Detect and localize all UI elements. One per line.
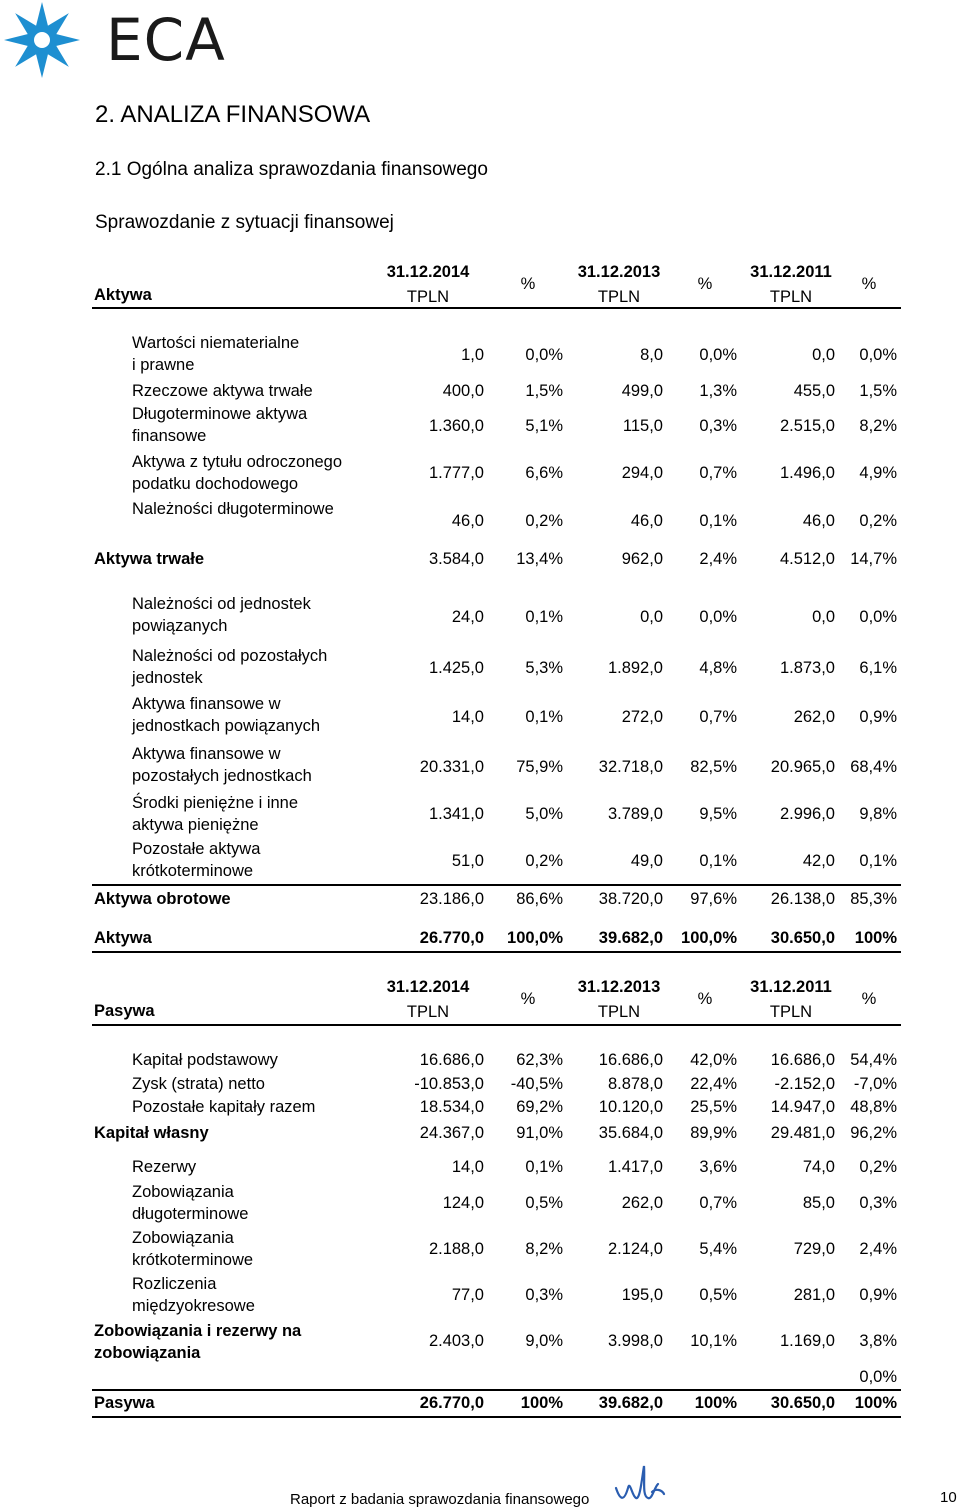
value-cell: 115,0 (622, 417, 663, 435)
percent-cell: 10,1% (690, 1332, 737, 1350)
column-unit: TPLN (769, 288, 813, 306)
percent-cell: 8,2% (525, 1240, 563, 1258)
percent-cell: 96,2% (850, 1124, 897, 1142)
percent-cell: 100,0% (507, 929, 563, 947)
logo-text: ECA (106, 6, 226, 74)
subsection-heading: 2.1 Ogólna analiza sprawozdania finansowego (95, 159, 488, 180)
value-cell: 18.534,0 (419, 1098, 484, 1116)
value-cell: 23.186,0 (419, 890, 484, 908)
value-cell: 1.892,0 (607, 659, 663, 677)
percent-cell: 0,7% (699, 708, 737, 726)
value-cell: 38.720,0 (598, 890, 663, 908)
value-cell: 39.682,0 (598, 1394, 663, 1412)
percent-cell: 54,4% (850, 1051, 897, 1069)
value-cell: 26.770,0 (419, 929, 484, 947)
value-cell: 46,0 (630, 512, 663, 530)
value-cell: 16.686,0 (770, 1051, 835, 1069)
percent-cell: 86,6% (516, 890, 563, 908)
row-label: aktywa pieniężne (132, 816, 259, 834)
column-percent: % (861, 990, 877, 1008)
row-label: Zobowiązania (132, 1183, 234, 1201)
percent-cell: -40,5% (510, 1075, 563, 1093)
row-label: Długoterminowe aktywa (132, 405, 308, 423)
row-label: Środki pieniężne i inne (132, 794, 299, 812)
row-label: Zobowiązania (132, 1229, 234, 1247)
value-cell: 1.777,0 (428, 464, 484, 482)
value-cell: 1,0 (461, 346, 484, 364)
column-percent: % (697, 275, 713, 293)
value-cell: 1.341,0 (428, 805, 484, 823)
value-cell: 26.770,0 (419, 1394, 484, 1412)
percent-cell: 69,2% (516, 1098, 563, 1116)
percent-cell: 89,9% (690, 1124, 737, 1142)
value-cell: 85,0 (802, 1194, 835, 1212)
percent-cell: 68,4% (850, 758, 897, 776)
percent-cell: 0,1% (859, 852, 897, 870)
value-cell: 262,0 (793, 708, 835, 726)
row-label: Pozostałe kapitały razem (132, 1098, 316, 1116)
header-rule (92, 307, 901, 309)
value-cell: 14,0 (451, 708, 484, 726)
percent-cell: 0,2% (859, 512, 897, 530)
value-cell: 10.120,0 (598, 1098, 663, 1116)
section-heading: 2. ANALIZA FINANSOWA (95, 101, 371, 128)
value-cell: 46,0 (802, 512, 835, 530)
percent-cell: 5,3% (525, 659, 563, 677)
percent-cell: 0,1% (525, 608, 563, 626)
star-icon (4, 2, 80, 78)
row-label: krótkoterminowe (132, 1251, 254, 1269)
row-label: Aktywa (94, 929, 152, 947)
value-cell: 46,0 (451, 512, 484, 530)
grand-total-rule (92, 951, 901, 953)
percent-cell: 4,8% (699, 659, 737, 677)
row-label: Kapitał podstawowy (132, 1051, 278, 1069)
row-label: Rzeczowe aktywa trwałe (132, 382, 313, 400)
percent-cell: 100,0% (681, 929, 737, 947)
column-unit: TPLN (406, 288, 450, 306)
value-cell: 20.331,0 (419, 758, 484, 776)
value-cell: 1.360,0 (428, 417, 484, 435)
percent-cell: 6,1% (859, 659, 897, 677)
row-label: Aktywa finansowe w (132, 695, 281, 713)
value-cell: 77,0 (451, 1286, 484, 1304)
percent-cell: 9,8% (859, 805, 897, 823)
percent-cell: 0,0% (699, 608, 737, 626)
percent-cell: 100% (854, 929, 897, 947)
value-cell: 4.512,0 (779, 550, 835, 568)
percent-cell: 0,0% (699, 346, 737, 364)
column-unit: TPLN (597, 1003, 641, 1021)
assets-header-title: Aktywa (94, 286, 152, 304)
percent-cell: 97,6% (690, 890, 737, 908)
row-label: Aktywa trwałe (94, 550, 205, 568)
row-label: Aktywa obrotowe (94, 890, 231, 908)
value-cell: 3.998,0 (607, 1332, 663, 1350)
row-label: podatku dochodowego (132, 475, 299, 493)
row-label: Rezerwy (132, 1158, 197, 1176)
percent-cell: 100% (520, 1394, 563, 1412)
row-label: i prawne (132, 356, 195, 374)
row-label: Należności od pozostałych (132, 647, 328, 665)
percent-cell: 0,1% (699, 852, 737, 870)
row-label: krótkoterminowe (132, 862, 254, 880)
total-rule (92, 1389, 901, 1391)
percent-cell: 5,0% (525, 805, 563, 823)
value-cell: 14.947,0 (770, 1098, 835, 1116)
percent-cell: 13,4% (516, 550, 563, 568)
percent-cell: 0,3% (699, 417, 737, 435)
row-label: jednostkach powiązanych (132, 717, 321, 735)
value-cell: 29.481,0 (770, 1124, 835, 1142)
percent-cell: 22,4% (690, 1075, 737, 1093)
percent-cell: -7,0% (853, 1075, 897, 1093)
value-cell: 0,0 (812, 608, 835, 626)
percent-cell: 62,3% (516, 1051, 563, 1069)
column-date: 31.12.2013 (577, 978, 661, 996)
value-cell: 0,0 (640, 608, 663, 626)
percent-cell: 1,5% (859, 382, 897, 400)
percent-cell: 0,9% (859, 708, 897, 726)
value-cell: 1.417,0 (607, 1158, 663, 1176)
row-label: Kapitał własny (94, 1124, 209, 1142)
row-label: Aktywa finansowe w (132, 745, 281, 763)
value-cell: 1.496,0 (779, 464, 835, 482)
percent-cell: 1,3% (699, 382, 737, 400)
percent-cell: 75,9% (516, 758, 563, 776)
percent-cell: 0,0% (859, 608, 897, 626)
row-label: Aktywa z tytułu odroczonego (132, 453, 343, 471)
percent-cell: 48,8% (850, 1098, 897, 1116)
row-label: pozostałych jednostkach (132, 767, 312, 785)
percent-cell: 0,2% (859, 1158, 897, 1176)
percent-cell: 42,0% (690, 1051, 737, 1069)
statement-title: Sprawozdanie z sytuacji finansowej (95, 212, 394, 233)
percent-cell: 82,5% (690, 758, 737, 776)
value-cell: 0,0 (812, 346, 835, 364)
row-label: Należności od jednostek (132, 595, 311, 613)
column-date: 31.12.2014 (386, 263, 470, 281)
percent-cell: 0,7% (699, 464, 737, 482)
liabilities-header-title: Pasywa (94, 1002, 155, 1020)
row-label: Zysk (strata) netto (132, 1075, 265, 1093)
value-cell: 294,0 (621, 464, 663, 482)
percent-cell: 0,0% (859, 346, 897, 364)
column-unit: TPLN (597, 288, 641, 306)
value-cell: 262,0 (621, 1194, 663, 1212)
value-cell: 2.403,0 (428, 1332, 484, 1350)
percent-cell: 91,0% (516, 1124, 563, 1142)
value-cell: 3.789,0 (607, 805, 663, 823)
percent-cell: 85,3% (850, 890, 897, 908)
percent-cell: 6,6% (525, 464, 563, 482)
row-label: Zobowiązania i rezerwy na (94, 1322, 302, 1340)
percent-cell: 9,5% (699, 805, 737, 823)
percent-cell: 9,0% (525, 1332, 563, 1350)
row-label: Rozliczenia (132, 1275, 217, 1293)
total-rule (92, 884, 901, 886)
column-date: 31.12.2011 (750, 263, 832, 281)
column-percent: % (520, 990, 536, 1008)
page-number: 10 (940, 1489, 957, 1506)
value-cell: 42,0 (802, 852, 835, 870)
value-cell: 51,0 (451, 852, 484, 870)
percent-cell: 0,0% (859, 1368, 897, 1386)
percent-cell: 1,5% (525, 382, 563, 400)
percent-cell: 0,7% (699, 1194, 737, 1212)
value-cell: 455,0 (793, 382, 835, 400)
value-cell: 499,0 (621, 382, 663, 400)
value-cell: 1.873,0 (779, 659, 835, 677)
percent-cell: 0,1% (525, 708, 563, 726)
value-cell: 400,0 (442, 382, 484, 400)
value-cell: 24,0 (451, 608, 484, 626)
value-cell: 3.584,0 (428, 550, 484, 568)
row-label: powiązanych (132, 617, 228, 635)
value-cell: 30.650,0 (770, 929, 835, 947)
column-date: 31.12.2014 (386, 978, 470, 996)
percent-cell: 100% (694, 1394, 737, 1412)
value-cell: 14,0 (451, 1158, 484, 1176)
value-cell: 2.996,0 (779, 805, 835, 823)
value-cell: 2.188,0 (428, 1240, 484, 1258)
value-cell: 32.718,0 (598, 758, 663, 776)
percent-cell: 25,5% (690, 1098, 737, 1116)
row-label: długoterminowe (132, 1205, 249, 1223)
percent-cell: 0,3% (525, 1286, 563, 1304)
value-cell: 124,0 (442, 1194, 484, 1212)
value-cell: 281,0 (793, 1286, 835, 1304)
percent-cell: 2,4% (859, 1240, 897, 1258)
row-label: Wartości niematerialne (132, 334, 300, 352)
percent-cell: 0,3% (859, 1194, 897, 1212)
percent-cell: 0,0% (525, 346, 563, 364)
percent-cell: 3,8% (859, 1332, 897, 1350)
row-label: międzyokresowe (132, 1297, 255, 1315)
percent-cell: 0,9% (859, 1286, 897, 1304)
row-label: Pasywa (94, 1394, 155, 1412)
column-percent: % (697, 990, 713, 1008)
percent-cell: 8,2% (859, 417, 897, 435)
value-cell: 1.425,0 (428, 659, 484, 677)
value-cell: 30.650,0 (770, 1394, 835, 1412)
value-cell: 8.878,0 (607, 1075, 663, 1093)
percent-cell: 0,2% (525, 512, 563, 530)
value-cell: 49,0 (630, 852, 663, 870)
percent-cell: 0,1% (525, 1158, 563, 1176)
value-cell: 35.684,0 (598, 1124, 663, 1142)
percent-cell: 5,4% (699, 1240, 737, 1258)
value-cell: 16.686,0 (598, 1051, 663, 1069)
value-cell: 24.367,0 (419, 1124, 484, 1142)
grand-total-rule (92, 1416, 901, 1418)
column-date: 31.12.2013 (577, 263, 661, 281)
value-cell: 8,0 (640, 346, 663, 364)
percent-cell: 0,1% (699, 512, 737, 530)
footer-text: Raport z badania sprawozdania finansowego (290, 1491, 590, 1508)
value-cell: 2.124,0 (607, 1240, 663, 1258)
value-cell: 195,0 (621, 1286, 663, 1304)
value-cell: 16.686,0 (419, 1051, 484, 1069)
percent-cell: 0,5% (699, 1286, 737, 1304)
value-cell: 39.682,0 (598, 929, 663, 947)
value-cell: 1.169,0 (779, 1332, 835, 1350)
percent-cell: 0,2% (525, 852, 563, 870)
value-cell: 272,0 (621, 708, 663, 726)
row-label: Należności długoterminowe (132, 500, 334, 518)
value-cell: 74,0 (802, 1158, 835, 1176)
value-cell: 20.965,0 (770, 758, 835, 776)
row-label: jednostek (132, 669, 203, 687)
column-percent: % (861, 275, 877, 293)
value-cell: -2.152,0 (774, 1075, 835, 1093)
value-cell: 729,0 (793, 1240, 835, 1258)
column-unit: TPLN (769, 1003, 813, 1021)
column-date: 31.12.2011 (750, 978, 832, 996)
row-label: Pozostałe aktywa (132, 840, 261, 858)
percent-cell: 3,6% (699, 1158, 737, 1176)
percent-cell: 100% (854, 1394, 897, 1412)
percent-cell: 14,7% (850, 550, 897, 568)
percent-cell: 0,5% (525, 1194, 563, 1212)
percent-cell: 5,1% (525, 417, 563, 435)
value-cell: 2.515,0 (779, 417, 835, 435)
row-label: zobowiązania (94, 1344, 201, 1362)
column-unit: TPLN (406, 1003, 450, 1021)
row-label: finansowe (132, 427, 207, 445)
value-cell: -10.853,0 (414, 1075, 484, 1093)
value-cell: 962,0 (621, 550, 663, 568)
percent-cell: 2,4% (699, 550, 737, 568)
header-rule (92, 1024, 901, 1026)
value-cell: 26.138,0 (770, 890, 835, 908)
column-percent: % (520, 275, 536, 293)
signature-icon (612, 1458, 668, 1506)
percent-cell: 4,9% (859, 464, 897, 482)
